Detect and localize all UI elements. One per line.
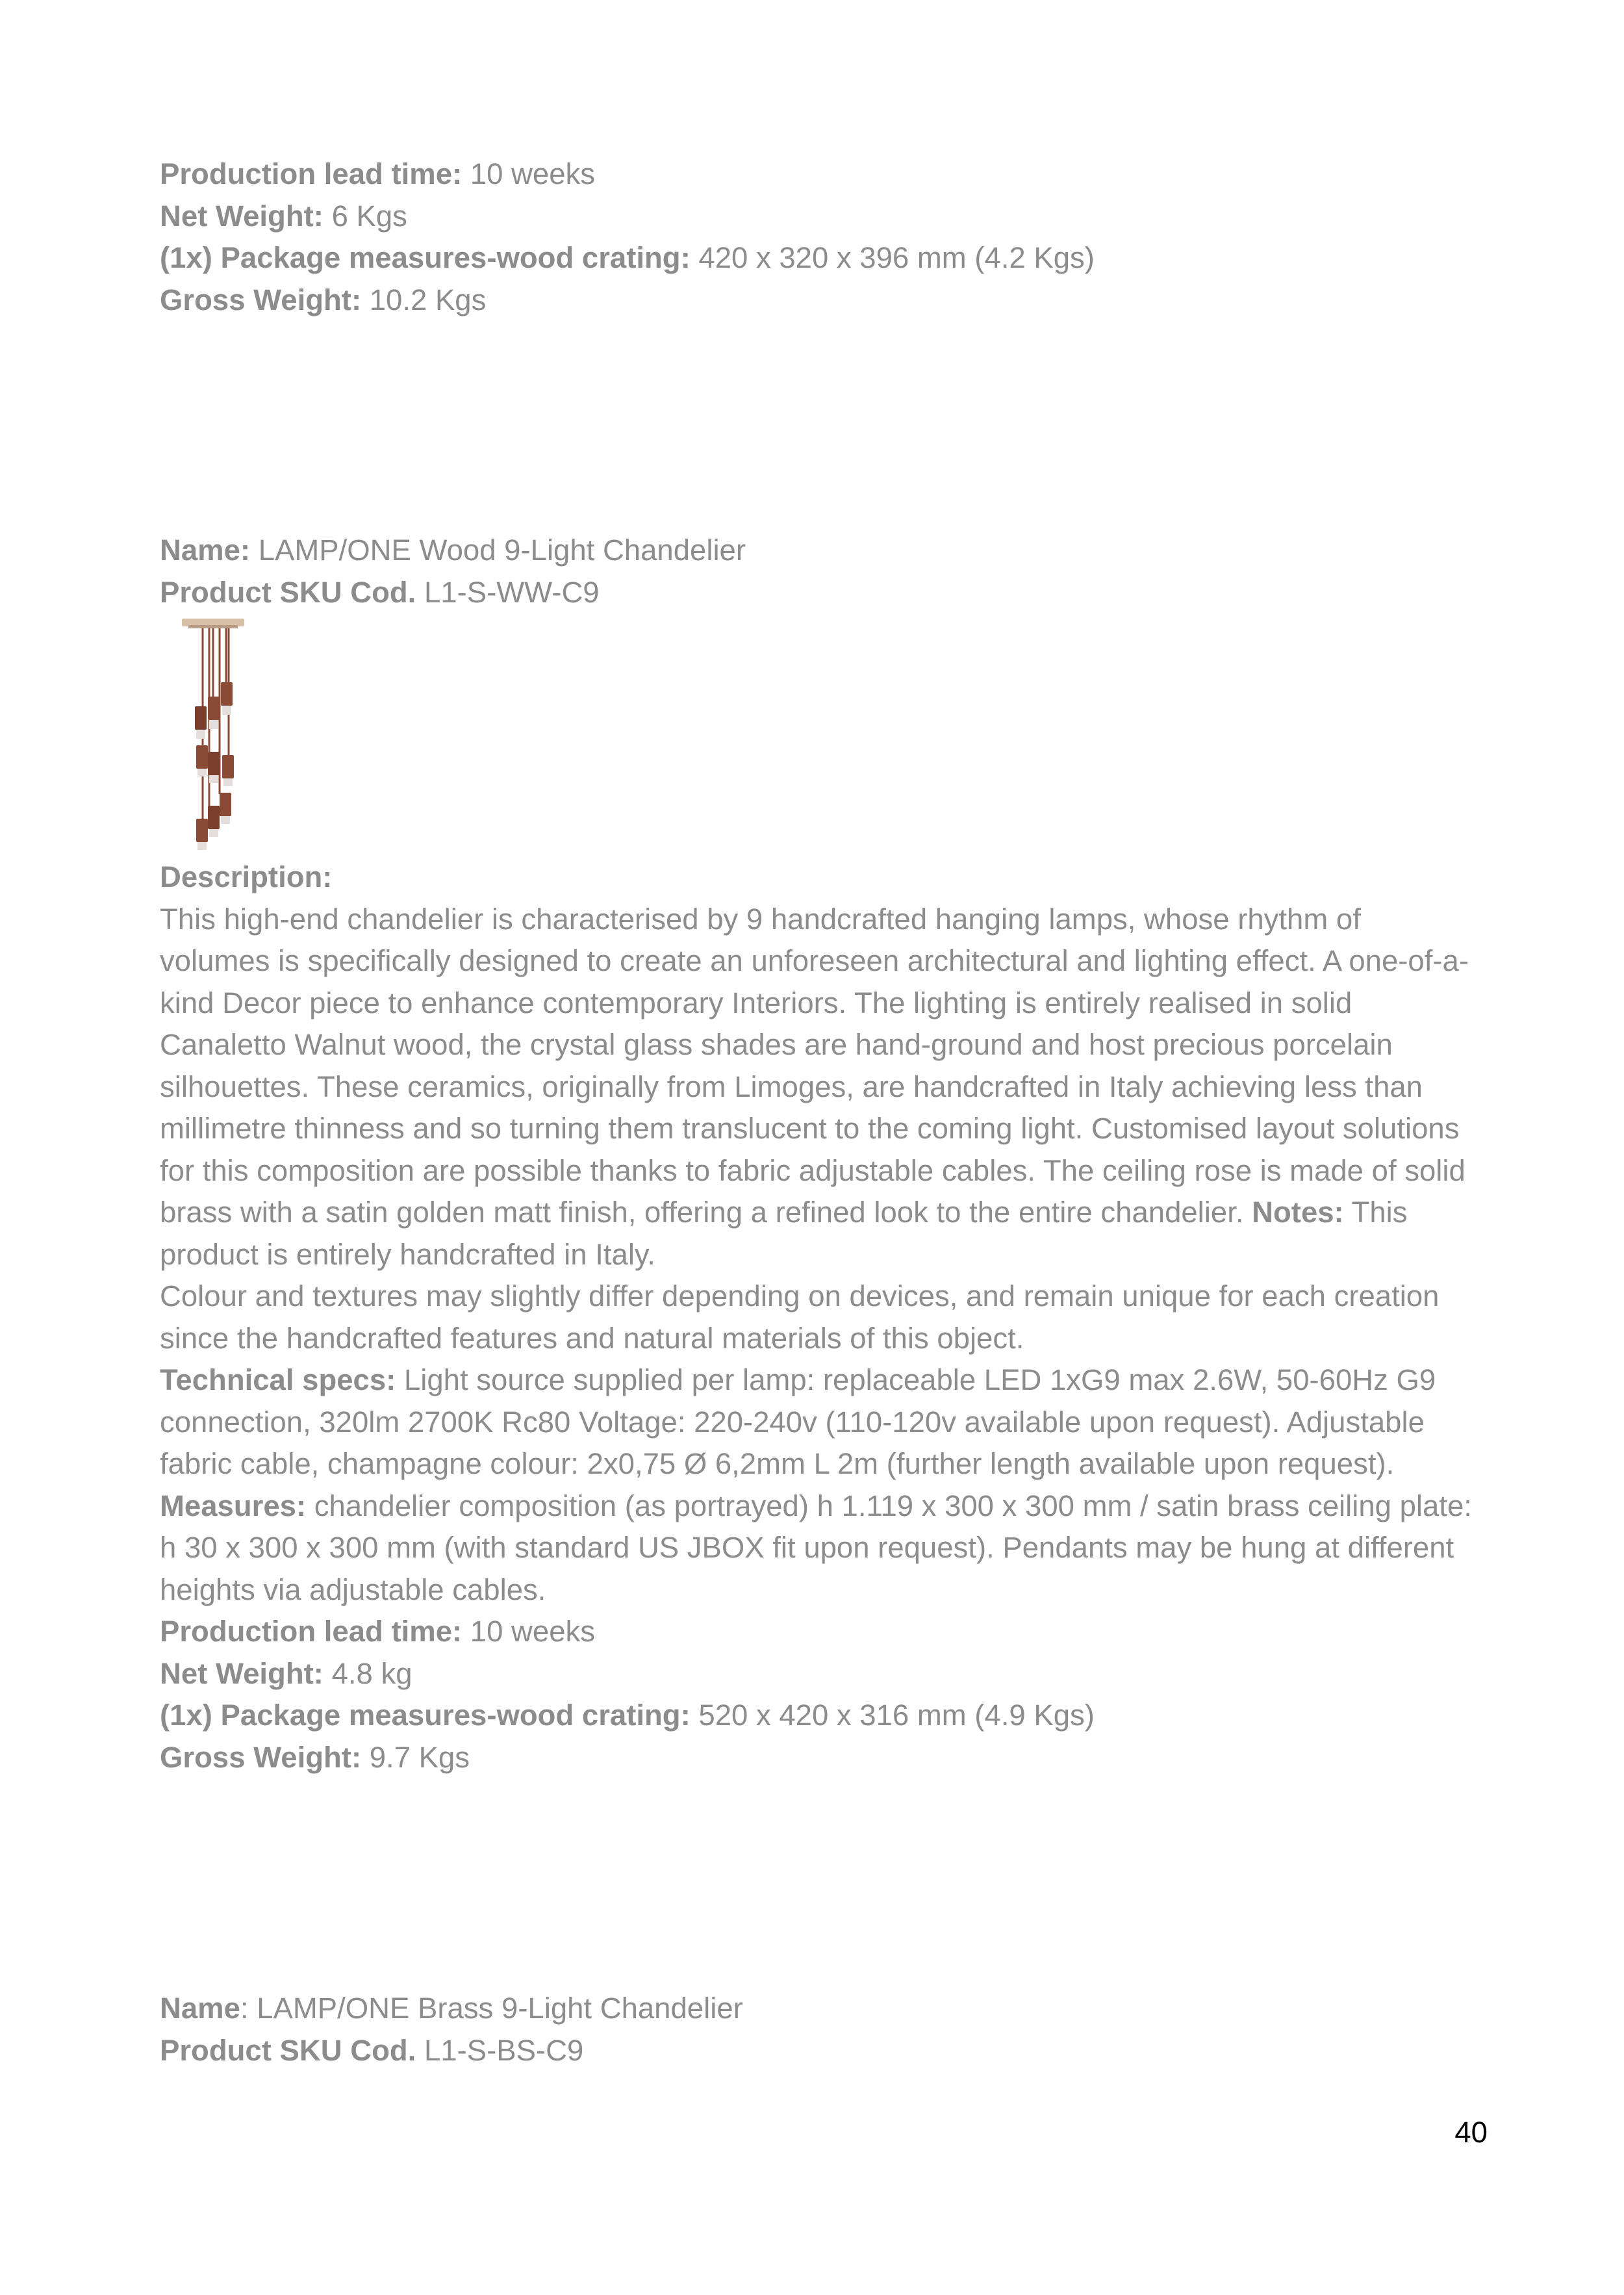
gross-weight-value: 10.2 Kgs: [361, 283, 487, 316]
section-spacer: [160, 1778, 1478, 1988]
product-sku-value: L1-S-BS-C9: [416, 2033, 584, 2067]
net-weight-label: Net Weight:: [160, 199, 324, 233]
measures-label: Measures:: [160, 1489, 307, 1522]
product-name-label: Name: [160, 1992, 240, 2025]
net-weight-label: Net Weight:: [160, 1656, 324, 1690]
package-label: (1x) Package measures-wood crating:: [160, 1699, 691, 1732]
measures: [160, 1485, 1478, 1611]
description-heading: Description:: [160, 860, 333, 893]
description-text: This high-end chandelier is characterised by 9 handcrafted hanging lamps, whose rhythm of volumes is specifically designed to create an unforeseen architectural and lighting effect. A one-of-a-kind Decor piece to enhance contemporary Interiors. The lighting is entirely realised in solid Canaletto Walnut wood, the crystal glass shades are hand-ground and host precious porcelain silhouettes. These ceramics, originally from Limoges, are handcrafted in Italy achieving less than millimetre thinness and so turning them translucent to the coming light. Customised layout solutions for this composition are possible thanks to fabric adjustable cables. The ceiling rose is made of solid brass with a satin golden matt finish, offering a refined look to the entire chandelier.: [160, 902, 1469, 1229]
net-weight-value: 4.8 kg: [323, 1656, 412, 1690]
notes-text: This product is entirely handcrafted in Italy.: [160, 1196, 1408, 1271]
page-content: [160, 153, 1478, 2071]
page-number: 40: [1454, 2116, 1488, 2149]
gross-weight-value: 9.7 Kgs: [361, 1740, 470, 1774]
lead-time-row: [160, 1611, 1478, 1653]
lead-time-value: 10 weeks: [462, 157, 596, 190]
product-name-row: [160, 530, 1478, 572]
product-sku-label: Product SKU Cod.: [160, 575, 416, 609]
lead-time-label: Production lead time:: [160, 157, 463, 190]
pendant-lamp: [196, 819, 208, 850]
product-sku-row: [160, 572, 1478, 614]
colour-note: Colour and textures may slightly differ depending on devices, and remain unique for each creation since the handcrafted features and natural materials of this object.: [160, 1279, 1440, 1355]
gross-weight-row: [160, 279, 1478, 322]
lead-time-row: [160, 153, 1478, 196]
pendant-lamp: [195, 706, 207, 739]
product-sku-label: Product SKU Cod.: [160, 2033, 416, 2067]
net-weight-value: 6 Kgs: [323, 199, 407, 233]
lead-time-value: 10 weeks: [462, 1615, 596, 1648]
technical-specs-label: Technical specs:: [160, 1363, 396, 1396]
product-name-row: [160, 1988, 1478, 2030]
section-spacer: [160, 321, 1478, 530]
pendant-lamp: [196, 745, 208, 776]
pendant-lamp: [220, 793, 231, 824]
pendant-lamp: [221, 682, 233, 715]
package-label: (1x) Package measures-wood crating:: [160, 241, 691, 274]
gross-weight-label: Gross Weight:: [160, 1740, 362, 1774]
package-row: [160, 237, 1478, 279]
product-name-label: Name:: [160, 533, 251, 567]
product-sku-row: [160, 2030, 1478, 2072]
chandelier-product-image: [179, 619, 270, 853]
net-weight-row: [160, 1653, 1478, 1695]
net-weight-row: [160, 196, 1478, 238]
pendant-lamp: [208, 806, 220, 837]
package-value: 520 x 420 x 316 mm (4.9 Kgs): [690, 1699, 1095, 1732]
description-paragraph: [160, 899, 1478, 1276]
technical-specs: [160, 1359, 1478, 1485]
gross-weight-label: Gross Weight:: [160, 283, 362, 316]
package-value: 420 x 320 x 396 mm (4.2 Kgs): [690, 241, 1095, 274]
product-name-value: : LAMP/ONE Brass 9-Light Chandelier: [240, 1992, 743, 2025]
pendant-lamp: [208, 697, 220, 729]
gross-weight-row: [160, 1737, 1478, 1779]
pendant-lamp: [208, 752, 220, 783]
technical-specs-text: Light source supplied per lamp: replaceable LED 1xG9 max 2.6W, 50-60Hz G9 connection, 320lm 2700K Rc80 Voltage: 220-240v (110-120v available upon request). Adjustable fabric cable, champagne colour: 2x0,75 Ø 6,2mm L 2m (further length available upon request).: [160, 1363, 1436, 1480]
pendant-lamp: [222, 755, 234, 786]
product-sku-value: L1-S-WW-C9: [416, 575, 600, 609]
notes-label: Notes:: [1252, 1196, 1344, 1229]
product-name-value: LAMP/ONE Wood 9-Light Chandelier: [250, 533, 746, 567]
measures-text: chandelier composition (as portrayed) h 1.119 x 300 x 300 mm / satin brass ceiling plate: h 30 x 300 x 300 mm (with standard US JBOX fit upon request). Pendants may be hung at different heights via adjustable cables.: [160, 1489, 1472, 1606]
lead-time-label: Production lead time:: [160, 1615, 463, 1648]
package-row: [160, 1695, 1478, 1737]
